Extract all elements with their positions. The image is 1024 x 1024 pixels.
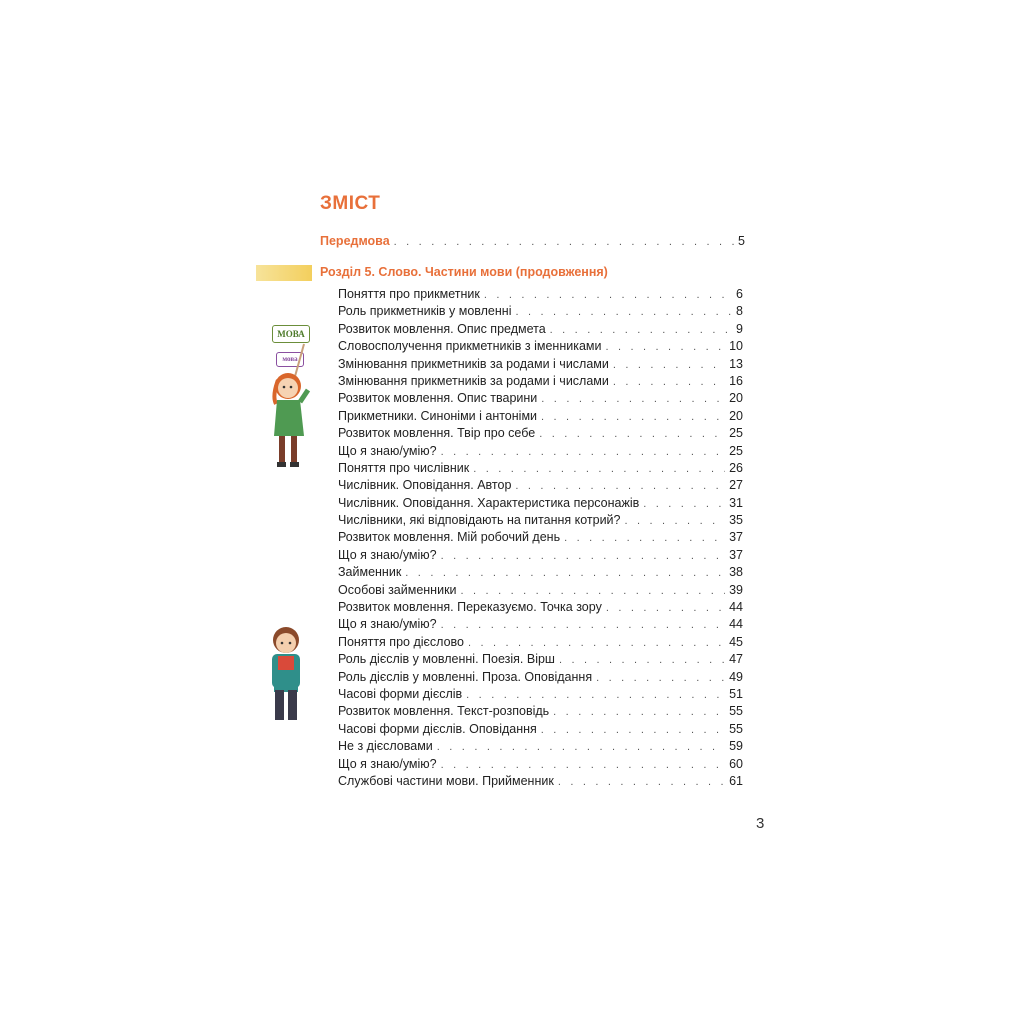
- leader-dots: [613, 359, 725, 371]
- toc-entry-label: Змінювання прикметників за родами і числами: [338, 373, 609, 388]
- toc-entry[interactable]: [338, 774, 743, 791]
- toc-entry-label: Словосполучення прикметників з іменниками: [338, 339, 602, 354]
- toc-entry-page: 55: [729, 721, 743, 736]
- leader-dots: [625, 515, 726, 527]
- toc-list: [338, 287, 743, 791]
- speech-bubble-small-text: мова: [282, 355, 298, 363]
- toc-entry-page: 37: [729, 530, 743, 545]
- leader-dots: [541, 724, 725, 736]
- toc-entry[interactable]: [338, 548, 743, 565]
- toc-entry-page: 59: [729, 739, 743, 754]
- leader-dots: [550, 324, 732, 336]
- toc-entry[interactable]: [338, 530, 743, 547]
- toc-entry[interactable]: [338, 583, 743, 600]
- toc-entry-page: 10: [729, 339, 743, 354]
- toc-entry-label: Що я знаю/умію?: [338, 547, 437, 562]
- toc-entry-page: 47: [729, 652, 743, 667]
- toc-entry-page: 37: [729, 547, 743, 562]
- toc-entry[interactable]: [338, 496, 743, 513]
- leader-dots: [613, 376, 725, 388]
- toc-entry[interactable]: [338, 357, 743, 374]
- toc-entry-label: Розвиток мовлення. Мій робочий день: [338, 530, 561, 545]
- toc-entry[interactable]: [338, 652, 743, 669]
- leader-dots: [606, 602, 725, 614]
- toc-entry-label: Поняття про числівник: [338, 460, 470, 475]
- leader-dots: [564, 532, 725, 544]
- toc-entry-page: 20: [729, 391, 743, 406]
- toc-entry[interactable]: [338, 478, 743, 495]
- toc-entry-page: 8: [736, 304, 743, 319]
- toc-entry[interactable]: [338, 565, 743, 582]
- toc-entry[interactable]: [338, 670, 743, 687]
- toc-entry-page: 60: [729, 756, 743, 771]
- toc-entry[interactable]: [338, 287, 743, 304]
- toc-entry-label: Числівник. Оповідання. Характеристика персонажів: [338, 495, 640, 510]
- page-number: 3: [756, 815, 765, 832]
- toc-entry-page: 49: [729, 669, 743, 684]
- toc-entry[interactable]: [338, 635, 743, 652]
- toc-entry[interactable]: [338, 426, 743, 443]
- toc-entry-page: 45: [729, 634, 743, 649]
- toc-entry-label: Розвиток мовлення. Твір про себе: [338, 426, 536, 441]
- toc-entry-page: 39: [729, 582, 743, 597]
- toc-entry[interactable]: [338, 739, 743, 756]
- toc-entry-label: Прикметники. Синоніми і антоніми: [338, 408, 538, 423]
- leader-dots: [394, 236, 734, 248]
- toc-entry-label: Розвиток мовлення. Опис тварини: [338, 391, 538, 406]
- leader-dots: [539, 428, 725, 440]
- toc-preface-page: 5: [738, 234, 745, 248]
- toc-entry-label: Особові займенники: [338, 582, 457, 597]
- toc-section-title: Розділ 5. Слово. Частини мови (продовження): [320, 265, 608, 279]
- toc-entry-page: 38: [729, 565, 743, 580]
- leader-dots: [468, 637, 725, 649]
- leader-dots: [643, 498, 725, 510]
- toc-title: ЗМІСТ: [320, 193, 381, 214]
- toc-entry-page: 25: [729, 426, 743, 441]
- toc-preface-row[interactable]: [320, 234, 745, 248]
- speech-bubble-large-text: МОВА: [277, 329, 305, 339]
- toc-entry-label: Роль прикметників у мовленні: [338, 304, 512, 319]
- toc-entry-page: 13: [729, 356, 743, 371]
- boy-illustration: [264, 624, 308, 724]
- leader-dots: [515, 306, 732, 318]
- leader-dots: [605, 341, 725, 353]
- toc-entry-label: Розвиток мовлення. Текст-розповідь: [338, 704, 550, 719]
- toc-entry-label: Змінювання прикметників за родами і числами: [338, 356, 609, 371]
- toc-entry-page: 26: [729, 460, 743, 475]
- toc-entry-page: 16: [729, 373, 743, 388]
- leader-dots: [553, 706, 725, 718]
- toc-entry[interactable]: [338, 304, 743, 321]
- leader-dots: [559, 654, 725, 666]
- toc-entry-label: Не з дієсловами: [338, 739, 433, 754]
- leader-dots: [541, 411, 725, 423]
- toc-entry[interactable]: [338, 322, 743, 339]
- leader-dots: [484, 289, 732, 301]
- leader-dots: [461, 585, 726, 597]
- toc-entry-label: Часові форми дієслів. Оповідання: [338, 721, 537, 736]
- toc-entry-label: Займенник: [338, 565, 402, 580]
- toc-entry[interactable]: [338, 391, 743, 408]
- toc-entry-label: Поняття про дієслово: [338, 634, 464, 649]
- toc-entry-label: Що я знаю/умію?: [338, 617, 437, 632]
- toc-entry[interactable]: [338, 722, 743, 739]
- leader-dots: [405, 567, 725, 579]
- toc-entry-page: 25: [729, 443, 743, 458]
- leader-dots: [441, 446, 725, 458]
- toc-entry-page: 35: [729, 513, 743, 528]
- leader-dots: [558, 776, 725, 788]
- toc-entry[interactable]: [338, 461, 743, 478]
- toc-entry-label: Числівники, які відповідають на питання котрий?: [338, 513, 621, 528]
- leader-dots: [466, 689, 725, 701]
- toc-entry-label: Поняття про прикметник: [338, 287, 480, 301]
- toc-entry-page: 51: [729, 686, 743, 701]
- toc-entry[interactable]: [338, 757, 743, 774]
- toc-entry-page: 27: [729, 478, 743, 493]
- section-marker-band: [256, 265, 312, 281]
- leader-dots: [437, 741, 725, 753]
- toc-entry-label: Службові частини мови. Прийменник: [338, 773, 554, 788]
- toc-entry-page: 61: [729, 773, 743, 788]
- toc-entry[interactable]: [338, 600, 743, 617]
- toc-entry[interactable]: [338, 339, 743, 356]
- toc-entry-label: Що я знаю/умію?: [338, 756, 437, 771]
- toc-entry-page: 6: [736, 287, 743, 301]
- toc-entry[interactable]: [338, 374, 743, 391]
- girl-illustration: [264, 340, 314, 472]
- toc-entry-page: 20: [729, 408, 743, 423]
- toc-preface-label: Передмова: [320, 234, 390, 248]
- toc-entry-page: 44: [729, 600, 743, 615]
- toc-entry-label: Розвиток мовлення. Опис предмета: [338, 321, 546, 336]
- toc-entry-page: 44: [729, 617, 743, 632]
- leader-dots: [473, 463, 725, 475]
- toc-entry-label: Розвиток мовлення. Переказуємо. Точка зору: [338, 600, 602, 615]
- leader-dots: [596, 672, 725, 684]
- leader-dots: [441, 550, 725, 562]
- toc-entry-page: 55: [729, 704, 743, 719]
- leader-dots: [541, 393, 725, 405]
- leader-dots: [441, 619, 725, 631]
- toc-entry-label: Що я знаю/умію?: [338, 443, 437, 458]
- toc-entry[interactable]: [338, 617, 743, 634]
- toc-entry[interactable]: [338, 409, 743, 426]
- toc-entry-page: 31: [729, 495, 743, 510]
- toc-entry[interactable]: [338, 444, 743, 461]
- toc-entry[interactable]: [338, 513, 743, 530]
- toc-entry-label: Часові форми дієслів: [338, 686, 463, 701]
- toc-entry[interactable]: [338, 704, 743, 721]
- toc-entry[interactable]: [338, 687, 743, 704]
- toc-entry-label: Роль дієслів у мовленні. Поезія. Вірш: [338, 652, 555, 667]
- leader-dots: [515, 480, 725, 492]
- toc-entry-label: Роль дієслів у мовленні. Проза. Оповідання: [338, 669, 593, 684]
- toc-entry-page: 9: [736, 321, 743, 336]
- leader-dots: [441, 759, 725, 771]
- toc-entry-label: Числівник. Оповідання. Автор: [338, 478, 512, 493]
